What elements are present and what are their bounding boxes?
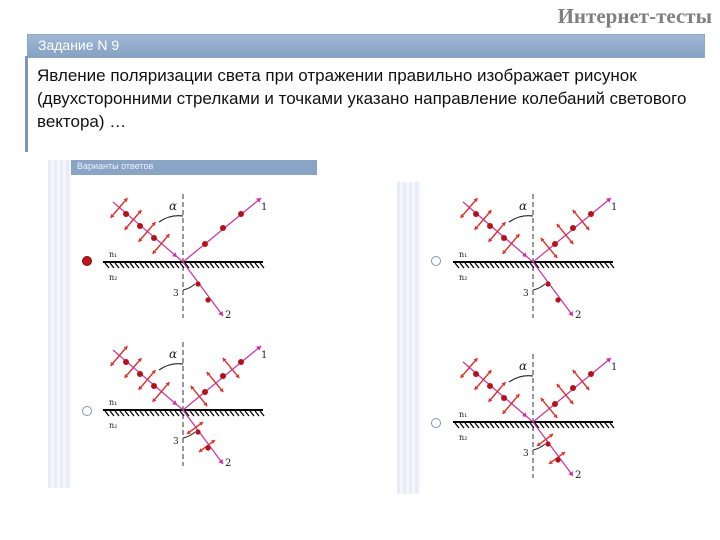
medium-n2-label: n₂ [109, 421, 118, 430]
option-3-figure[interactable] [95, 342, 275, 472]
medium-n1-label: n₁ [109, 250, 118, 259]
polarization-dot [195, 429, 200, 434]
angle-alpha-arc [159, 216, 183, 222]
medium-n2-label: n₂ [109, 273, 118, 282]
angle-3-label: 3 [173, 289, 179, 299]
polarization-dot [220, 373, 226, 379]
polarization-dot [151, 235, 157, 241]
polarization-dot [501, 395, 507, 401]
answers-panel-label: Варианты ответов [77, 161, 154, 171]
polarization-dot [137, 371, 143, 377]
polarization-dot [501, 235, 507, 241]
ray-2-label: 2 [575, 470, 582, 481]
polarization-dot [487, 383, 493, 389]
polarization-dot [202, 241, 208, 247]
polarization-dot [195, 281, 200, 286]
polarization-dot [545, 281, 550, 286]
polarization-dot [220, 225, 226, 231]
medium-n2-label: n₂ [459, 273, 468, 282]
angle-3-label: 3 [523, 449, 529, 459]
polarization-dot [552, 241, 558, 247]
ray-2-label: 2 [575, 310, 582, 321]
option-3-radio[interactable] [82, 406, 92, 416]
oscillation-arrow [541, 398, 557, 418]
option-2-figure[interactable] [445, 194, 625, 324]
task-header [27, 34, 705, 58]
medium-n1-label: n₁ [459, 250, 468, 259]
oscillation-arrow [541, 238, 557, 258]
polarization-dot [487, 223, 493, 229]
polarization-dot [555, 297, 560, 302]
angle-alpha-arc [159, 364, 183, 370]
answers-panel-header [71, 160, 317, 175]
task-left-rule [25, 56, 28, 152]
question-text: Явление поляризации света при отражении правильно изображает рисунок (двухсторонними стрелками и точками указано направление колебаний светового вектора) … [37, 66, 687, 131]
medium-n1-label: n₁ [459, 410, 468, 419]
ray-2-label: 2 [225, 458, 232, 469]
angle-3-arc [183, 284, 195, 290]
angle-alpha-arc [509, 376, 533, 382]
polarization-dot [473, 371, 479, 377]
refracted-ray-2 [183, 262, 223, 316]
polarization-dot [137, 223, 143, 229]
option-2-radio[interactable] [431, 256, 441, 266]
angle-alpha-label: α [519, 199, 528, 213]
polarization-dot [552, 401, 558, 407]
site-title: Интернет-тесты [557, 4, 712, 28]
medium-n2-label: n₂ [459, 433, 468, 442]
ray-1-label: 1 [261, 350, 268, 361]
answers-panel-right-strip [397, 182, 420, 494]
polarization-dot [588, 371, 594, 377]
option-1-radio[interactable] [82, 256, 92, 266]
angle-3-label: 3 [173, 437, 179, 447]
polarization-dot [473, 211, 479, 217]
polarization-dot [545, 441, 550, 446]
option-4-radio[interactable] [431, 418, 441, 428]
refracted-ray-2 [533, 422, 573, 476]
angle-alpha-arc [509, 216, 533, 222]
polarization-dot [123, 211, 129, 217]
angle-alpha-label: α [519, 359, 528, 373]
refracted-ray-2 [183, 410, 223, 464]
ray-2-label: 2 [225, 310, 232, 321]
polarization-dot [555, 457, 560, 462]
polarization-dot [238, 211, 244, 217]
refracted-ray-2 [533, 262, 573, 316]
angle-3-arc [533, 284, 545, 290]
oscillation-arrow [191, 386, 207, 406]
angle-alpha-label: α [169, 199, 178, 213]
medium-n1-label: n₁ [109, 398, 118, 407]
answers-panel-left-strip [48, 160, 71, 488]
polarization-dot [123, 359, 129, 365]
ray-1-label: 1 [611, 362, 618, 373]
polarization-dot [588, 211, 594, 217]
polarization-dot [151, 383, 157, 389]
polarization-dot [205, 297, 210, 302]
polarization-dot [570, 385, 576, 391]
option-1-figure[interactable] [95, 194, 275, 324]
ray-1-label: 1 [261, 202, 268, 213]
polarization-dot [202, 389, 208, 395]
polarization-dot [570, 225, 576, 231]
angle-3-label: 3 [523, 289, 529, 299]
polarization-dot [205, 445, 210, 450]
ray-1-label: 1 [611, 202, 618, 213]
angle-alpha-label: α [169, 347, 178, 361]
task-number: Задание N 9 [38, 37, 120, 53]
polarization-dot [238, 359, 244, 365]
option-4-figure[interactable] [445, 354, 625, 484]
